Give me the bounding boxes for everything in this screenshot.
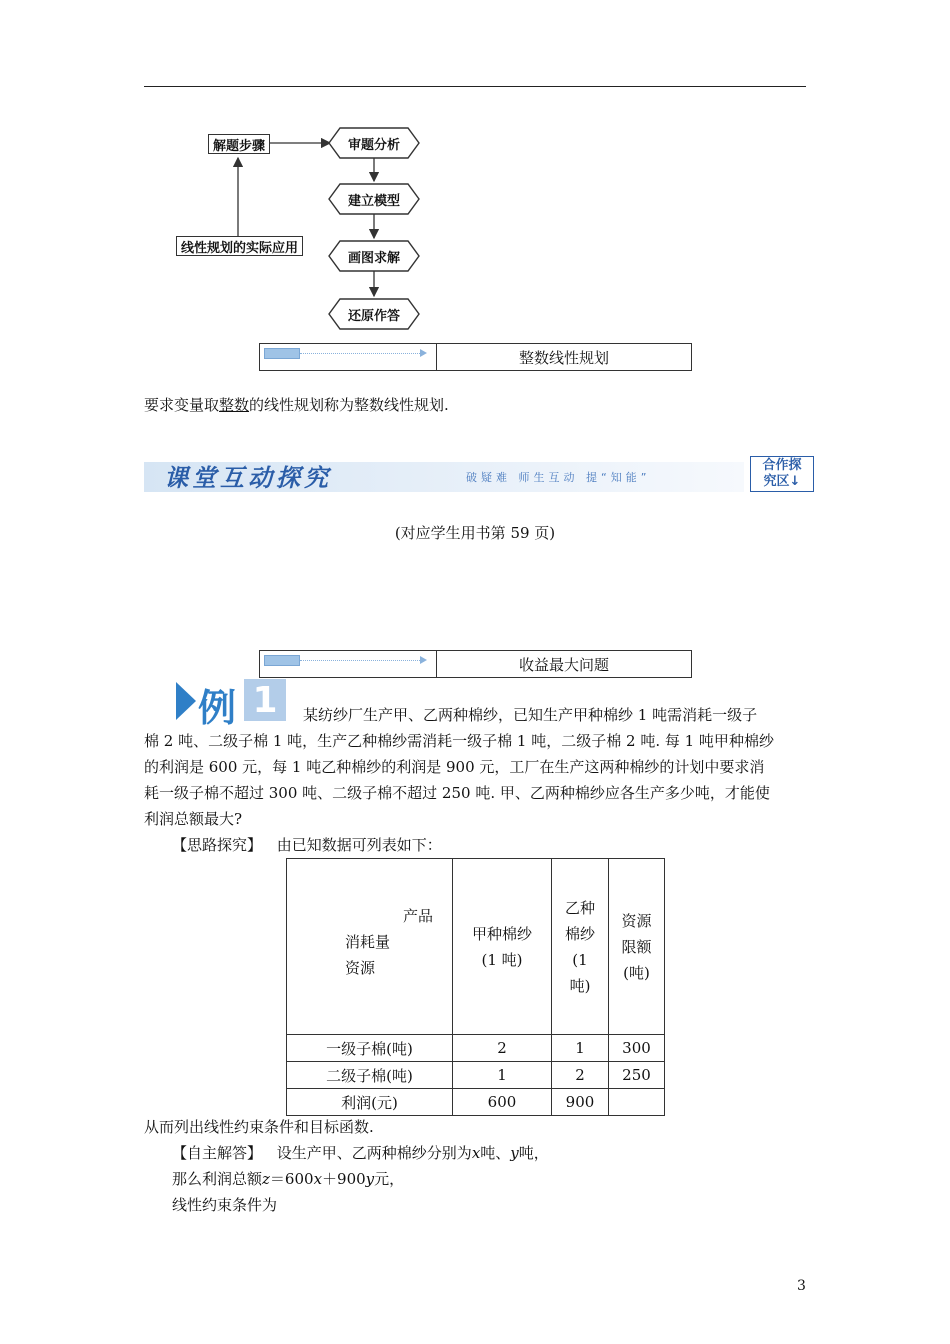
col-c-line3: (吨) bbox=[623, 963, 650, 982]
thinking-paragraph bbox=[172, 832, 442, 858]
section-title-2: 收益最大问题 bbox=[518, 655, 609, 674]
example-line-1: 某纺纱厂生产甲、乙两种棉纱，已知生产甲种棉纱 1 吨需消耗一级子 bbox=[303, 706, 758, 724]
flow-step-1 bbox=[328, 127, 420, 159]
profit-line bbox=[172, 1166, 404, 1192]
var-y-2: y bbox=[365, 1170, 375, 1188]
example-line-3: 的利润是 600 元，每 1 吨乙种棉纱的利润是 900 元，工厂在生产这两种棉纱的计划中要求消 bbox=[144, 758, 765, 776]
example-badge bbox=[176, 679, 288, 730]
col-header-c bbox=[609, 859, 665, 1035]
col-b-line4: 吨) bbox=[569, 976, 591, 995]
solution-text2: 吨、 bbox=[480, 1144, 511, 1162]
table-row bbox=[287, 1035, 665, 1062]
corner-product: 产品 bbox=[403, 907, 434, 925]
var-x-2: x bbox=[313, 1170, 323, 1188]
classroom-banner bbox=[144, 456, 816, 494]
var-z: z bbox=[262, 1170, 270, 1188]
banner-title: 课堂互动探究 bbox=[164, 463, 332, 492]
section-tag-area bbox=[260, 344, 437, 370]
row-cell-b: 900 bbox=[552, 1089, 609, 1116]
after-table-text: 从而列出线性约束条件和目标函数. bbox=[144, 1118, 374, 1136]
example-number: 1 bbox=[244, 679, 286, 721]
corner-consumption: 消耗量 bbox=[345, 933, 391, 951]
profit-pre: 那么利润总额 bbox=[172, 1170, 263, 1188]
row-cell-c: 250 bbox=[609, 1062, 665, 1089]
row-label: 一级子棉(吨) bbox=[287, 1035, 453, 1062]
col-b-line1: 乙种 bbox=[564, 898, 595, 917]
col-b-line3: (1 bbox=[572, 950, 588, 969]
row-cell-b: 1 bbox=[552, 1035, 609, 1062]
chevron-right-icon bbox=[176, 682, 196, 720]
solution-text3: 吨， bbox=[518, 1144, 549, 1162]
var-x: x bbox=[471, 1144, 481, 1162]
example-word: 例 bbox=[198, 686, 237, 730]
section-bar-profit bbox=[259, 650, 692, 678]
col-a-line2: (1 吨) bbox=[481, 950, 523, 969]
col-b-line2: 棉纱 bbox=[564, 924, 595, 943]
profit-eq: ＝600 bbox=[269, 1170, 314, 1188]
definition-text bbox=[144, 392, 449, 418]
col-header-a bbox=[453, 859, 552, 1035]
profit-unit: 元， bbox=[374, 1170, 405, 1188]
section-tag-icon bbox=[264, 348, 300, 359]
row-cell-a: 2 bbox=[453, 1035, 552, 1062]
page-number: 3 bbox=[797, 1278, 806, 1294]
example-line-5: 利润总额最大? bbox=[144, 810, 243, 828]
banner-cooperative-box bbox=[750, 456, 814, 492]
solution-label: 【自主解答】 bbox=[172, 1144, 263, 1162]
row-cell-a: 1 bbox=[453, 1062, 552, 1089]
section-bar-integer bbox=[259, 343, 692, 371]
banner-box-line2: 究区↓ bbox=[763, 474, 801, 489]
flow-step-3-label: 画图求解 bbox=[347, 250, 400, 266]
col-header-b bbox=[552, 859, 609, 1035]
thinking-text: 由已知数据可列表如下： bbox=[276, 836, 442, 854]
page-reference: (对应学生用书第 59 页) bbox=[394, 524, 556, 542]
section-tag-icon-2 bbox=[264, 655, 300, 666]
definition-before: 要求变量取 bbox=[144, 396, 220, 414]
table-corner-cell bbox=[287, 859, 453, 1035]
tag-dotted-line-2 bbox=[300, 660, 422, 661]
profit-plus: ＋900 bbox=[322, 1170, 366, 1188]
flow-step-2 bbox=[328, 183, 420, 215]
row-cell-c bbox=[609, 1089, 665, 1116]
flow-step-4 bbox=[328, 298, 420, 330]
definition-underlined: 整数 bbox=[219, 396, 250, 414]
banner-box-line1: 合作探 bbox=[762, 458, 802, 473]
row-cell-a: 600 bbox=[453, 1089, 552, 1116]
flow-step-2-label: 建立模型 bbox=[347, 193, 400, 209]
flow-step-4-label: 还原作答 bbox=[347, 308, 400, 324]
flow-practical-box bbox=[176, 236, 303, 256]
solution-text1: 设生产甲、乙两种棉纱分别为 bbox=[276, 1144, 472, 1162]
arrow-right-icon bbox=[420, 349, 427, 357]
corner-resource: 资源 bbox=[345, 959, 376, 977]
table-row bbox=[287, 1062, 665, 1089]
example-line-2: 棉 2 吨、二级子棉 1 吨，生产乙种棉纱需消耗一级子棉 1 吨，二级子棉 2 吨. 每 1 吨甲种棉纱 bbox=[144, 732, 774, 750]
flow-step-3 bbox=[328, 240, 420, 272]
section-title: 整数线性规划 bbox=[518, 348, 609, 367]
flow-step-1-label: 审题分析 bbox=[347, 137, 400, 153]
flow-practical-label: 线性规划的实际应用 bbox=[181, 240, 299, 256]
row-label: 二级子棉(吨) bbox=[287, 1062, 453, 1089]
col-c-line1: 资源 bbox=[621, 911, 652, 930]
col-c-line2: 限额 bbox=[621, 937, 652, 956]
row-cell-c: 300 bbox=[609, 1035, 665, 1062]
solution-paragraph bbox=[172, 1140, 549, 1166]
definition-after: 的线性规划称为整数线性规划. bbox=[249, 396, 449, 414]
row-label: 利润(元) bbox=[287, 1089, 453, 1116]
thinking-label: 【思路探究】 bbox=[172, 836, 263, 854]
section-tag-area-2 bbox=[260, 651, 437, 677]
arrow-right-icon-2 bbox=[420, 656, 427, 664]
table-header-row bbox=[287, 859, 665, 1035]
constraint-line: 线性约束条件为 bbox=[172, 1196, 278, 1214]
var-y: y bbox=[510, 1144, 519, 1162]
flowchart-connectors bbox=[0, 0, 950, 340]
flow-steps-label: 解题步骤 bbox=[213, 138, 266, 154]
tag-dotted-line bbox=[300, 353, 422, 354]
col-a-line1: 甲种棉纱 bbox=[471, 924, 532, 943]
resource-table bbox=[286, 858, 665, 1116]
banner-subtitle: 破疑难 师生互动 提“知能” bbox=[466, 471, 651, 484]
flow-steps-box bbox=[208, 134, 270, 154]
row-cell-b: 2 bbox=[552, 1062, 609, 1089]
table-row bbox=[287, 1089, 665, 1116]
example-line-4: 耗一级子棉不超过 300 吨、二级子棉不超过 250 吨. 甲、乙两种棉纱应各生产多少吨，才能使 bbox=[144, 784, 770, 802]
